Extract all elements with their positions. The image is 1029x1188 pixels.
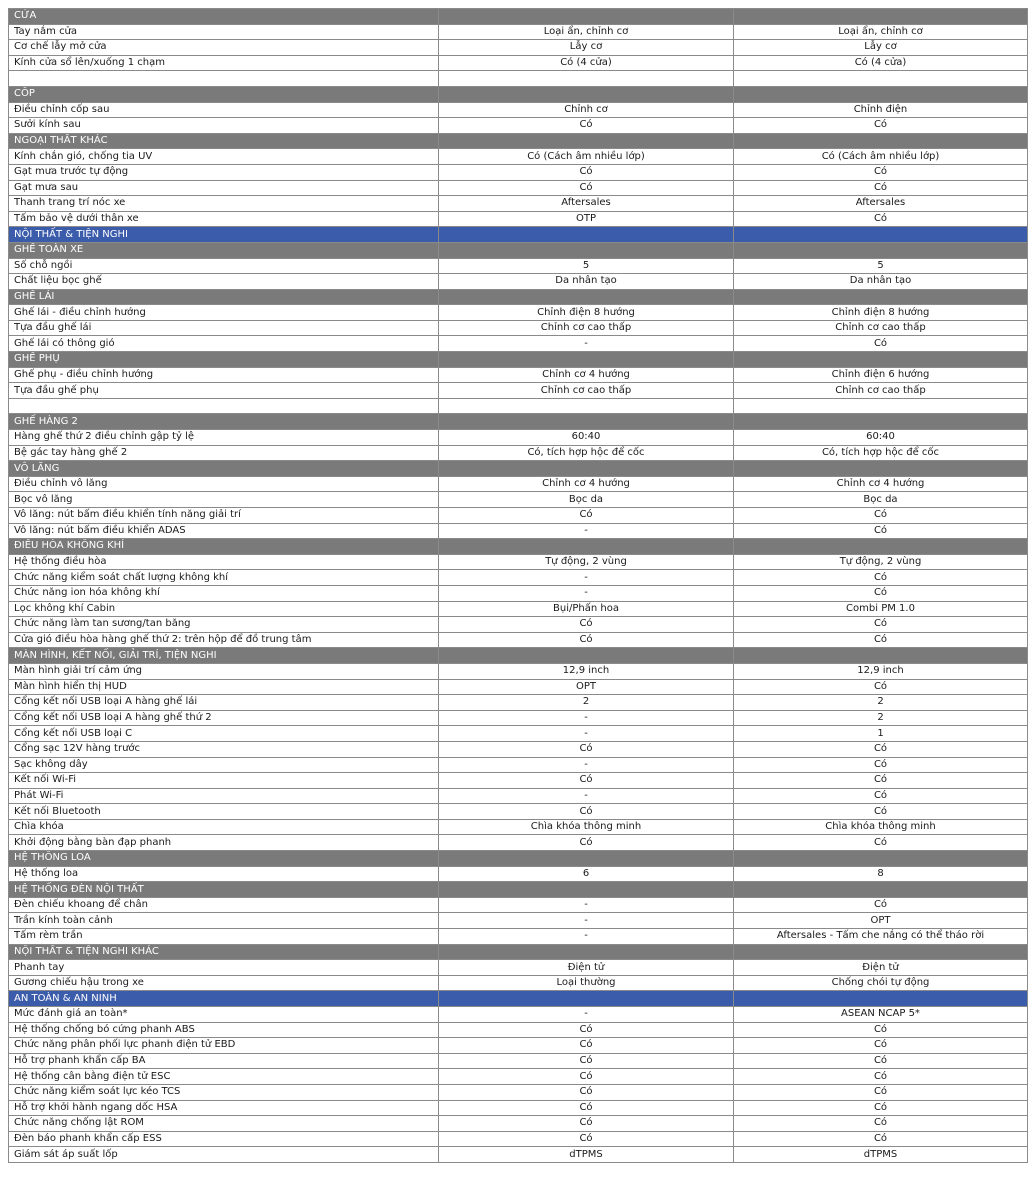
- section-spacer-cell: [439, 648, 734, 664]
- table-row: [9, 383, 1028, 399]
- feature-label: Kết nối Wi-Fi: [9, 773, 439, 789]
- section-header-row: [9, 944, 1028, 960]
- section-header-row: [9, 414, 1028, 430]
- variant-2-value: Aftersales: [734, 196, 1028, 212]
- variant-1-value: -: [439, 336, 734, 352]
- table-row: [9, 320, 1028, 336]
- section-spacer-cell: [734, 944, 1028, 960]
- spec-table-body: [9, 9, 1028, 1163]
- variant-1-value: -: [439, 913, 734, 929]
- variant-1-value: Aftersales: [439, 196, 734, 212]
- feature-label: Vô lăng: nút bấm điều khiển tính năng giải trí: [9, 508, 439, 524]
- table-row: [9, 1069, 1028, 1085]
- section-spacer-cell: [734, 991, 1028, 1007]
- table-row: [9, 523, 1028, 539]
- section-spacer-cell: [439, 461, 734, 477]
- feature-label: Chức năng kiểm soát lực kéo TCS: [9, 1084, 439, 1100]
- table-row: [9, 336, 1028, 352]
- table-row: [9, 40, 1028, 56]
- table-row: [9, 679, 1028, 695]
- feature-label: Tựa đầu ghế phụ: [9, 383, 439, 399]
- feature-label: Tay nắm cửa: [9, 24, 439, 40]
- table-row: [9, 710, 1028, 726]
- table-row: [9, 430, 1028, 446]
- section-title: GHẾ PHỤ: [9, 352, 439, 368]
- variant-2-value: Có: [734, 1053, 1028, 1069]
- variant-2-value: Chỉnh điện 6 hướng: [734, 367, 1028, 383]
- variant-1-value: Có: [439, 1053, 734, 1069]
- variant-1-value: -: [439, 1007, 734, 1023]
- section-spacer-cell: [734, 9, 1028, 25]
- section-header-row: [9, 86, 1028, 102]
- feature-label: Phát Wi-Fi: [9, 788, 439, 804]
- table-row: [9, 367, 1028, 383]
- table-row: [9, 180, 1028, 196]
- table-row: [9, 757, 1028, 773]
- feature-label: Tựa đầu ghế lái: [9, 320, 439, 336]
- section-spacer-cell: [439, 242, 734, 258]
- variant-2-value: Có: [734, 632, 1028, 648]
- variant-1-value: Có: [439, 164, 734, 180]
- variant-2-value: Có: [734, 164, 1028, 180]
- section-title: GHẾ TOÀN XE: [9, 242, 439, 258]
- variant-2-value: Có: [734, 757, 1028, 773]
- variant-1-value: OPT: [439, 679, 734, 695]
- variant-2-value: Chỉnh cơ cao thấp: [734, 320, 1028, 336]
- variant-2-value: Có: [734, 1069, 1028, 1085]
- section-header-row: [9, 882, 1028, 898]
- variant-2-value: Lẫy cơ: [734, 40, 1028, 56]
- variant-1-value: -: [439, 710, 734, 726]
- feature-label: Hàng ghế thứ 2 điều chỉnh gập tỷ lệ: [9, 430, 439, 446]
- variant-2-value: Có (4 cửa): [734, 55, 1028, 71]
- variant-2-value: Có: [734, 1116, 1028, 1132]
- variant-2-value: 1: [734, 726, 1028, 742]
- table-row: [9, 897, 1028, 913]
- feature-label: Giám sát áp suất lốp: [9, 1147, 439, 1163]
- section-spacer-cell: [439, 289, 734, 305]
- table-row: [9, 835, 1028, 851]
- variant-1-value: Bọc da: [439, 492, 734, 508]
- table-row: [9, 258, 1028, 274]
- feature-label: Chức năng phân phối lực phanh điện tử EBD: [9, 1038, 439, 1054]
- variant-2-value: Có: [734, 336, 1028, 352]
- blank-cell: [439, 71, 734, 87]
- variant-1-value: 12,9 inch: [439, 663, 734, 679]
- section-title: GHẾ LÁI: [9, 289, 439, 305]
- variant-2-value: Có: [734, 523, 1028, 539]
- variant-2-value: 2: [734, 695, 1028, 711]
- table-row: [9, 663, 1028, 679]
- variant-2-value: Có: [734, 1084, 1028, 1100]
- variant-1-value: dTPMS: [439, 1147, 734, 1163]
- table-row: [9, 1147, 1028, 1163]
- variant-1-value: Có: [439, 804, 734, 820]
- variant-2-value: OPT: [734, 913, 1028, 929]
- variant-1-value: -: [439, 757, 734, 773]
- variant-2-value: Có: [734, 788, 1028, 804]
- section-spacer-cell: [734, 648, 1028, 664]
- variant-1-value: Chỉnh cơ 4 hướng: [439, 367, 734, 383]
- section-spacer-cell: [439, 9, 734, 25]
- variant-1-value: Có: [439, 835, 734, 851]
- section-spacer-cell: [439, 882, 734, 898]
- variant-2-value: Điện tử: [734, 960, 1028, 976]
- feature-label: Trần kính toàn cảnh: [9, 913, 439, 929]
- blank-cell: [734, 71, 1028, 87]
- variant-1-value: Có: [439, 508, 734, 524]
- variant-2-value: Có (Cách âm nhiều lớp): [734, 149, 1028, 165]
- variant-2-value: Có: [734, 585, 1028, 601]
- table-row: [9, 1038, 1028, 1054]
- section-header-row: [9, 133, 1028, 149]
- feature-label: Vô lăng: nút bấm điều khiển ADAS: [9, 523, 439, 539]
- table-row: [9, 118, 1028, 134]
- table-row: [9, 476, 1028, 492]
- table-row: [9, 695, 1028, 711]
- table-row: [9, 445, 1028, 461]
- section-title: NGOẠI THẤT KHÁC: [9, 133, 439, 149]
- section-spacer-cell: [734, 242, 1028, 258]
- feature-label: Hệ thống chống bó cứng phanh ABS: [9, 1022, 439, 1038]
- table-row: [9, 24, 1028, 40]
- feature-label: Chức năng chống lật ROM: [9, 1116, 439, 1132]
- feature-label: Kính chắn gió, chống tia UV: [9, 149, 439, 165]
- section-spacer-cell: [439, 944, 734, 960]
- section-spacer-cell: [734, 289, 1028, 305]
- table-row: [9, 164, 1028, 180]
- table-row: [9, 102, 1028, 118]
- feature-label: Hệ thống điều hòa: [9, 554, 439, 570]
- feature-label: Cổng kết nối USB loại C: [9, 726, 439, 742]
- table-row: [9, 570, 1028, 586]
- section-header-row: [9, 461, 1028, 477]
- variant-2-value: Có: [734, 1022, 1028, 1038]
- feature-label: Cổng kết nối USB loại A hàng ghế lái: [9, 695, 439, 711]
- table-row: [9, 1084, 1028, 1100]
- table-row: [9, 1116, 1028, 1132]
- section-spacer-cell: [734, 414, 1028, 430]
- variant-1-value: Có: [439, 617, 734, 633]
- table-row: [9, 601, 1028, 617]
- section-header-row: [9, 648, 1028, 664]
- variant-1-value: Có: [439, 1084, 734, 1100]
- section-spacer-cell: [439, 227, 734, 243]
- feature-label: Số chỗ ngồi: [9, 258, 439, 274]
- section-title: HỆ THỐNG ĐÈN NỘI THẤT: [9, 882, 439, 898]
- blank-cell: [734, 398, 1028, 414]
- variant-2-value: 60:40: [734, 430, 1028, 446]
- variant-1-value: Có: [439, 1116, 734, 1132]
- table-row: [9, 929, 1028, 945]
- feature-label: Chất liệu bọc ghế: [9, 274, 439, 290]
- feature-label: Tấm rèm trần: [9, 929, 439, 945]
- table-row: [9, 585, 1028, 601]
- variant-1-value: Có (4 cửa): [439, 55, 734, 71]
- section-spacer-cell: [439, 86, 734, 102]
- section-spacer-cell: [439, 414, 734, 430]
- variant-1-value: Điện tử: [439, 960, 734, 976]
- section-spacer-cell: [734, 86, 1028, 102]
- feature-label: Bệ gác tay hàng ghế 2: [9, 445, 439, 461]
- variant-1-value: Có: [439, 1131, 734, 1147]
- variant-2-value: ASEAN NCAP 5*: [734, 1007, 1028, 1023]
- table-row: [9, 866, 1028, 882]
- section-spacer-cell: [439, 352, 734, 368]
- section-spacer-cell: [734, 882, 1028, 898]
- variant-1-value: -: [439, 897, 734, 913]
- variant-2-value: Có: [734, 835, 1028, 851]
- variant-1-value: Có: [439, 632, 734, 648]
- table-row: [9, 1022, 1028, 1038]
- feature-label: Kính cửa sổ lên/xuống 1 chạm: [9, 55, 439, 71]
- variant-2-value: Có, tích hợp hộc để cốc: [734, 445, 1028, 461]
- variant-2-value: Có: [734, 180, 1028, 196]
- feature-label: Cơ chế lẫy mở cửa: [9, 40, 439, 56]
- variant-1-value: Chỉnh cơ cao thấp: [439, 383, 734, 399]
- section-header-row: [9, 851, 1028, 867]
- category-header-row: [9, 227, 1028, 243]
- variant-2-value: Bọc da: [734, 492, 1028, 508]
- variant-1-value: -: [439, 570, 734, 586]
- variant-1-value: -: [439, 585, 734, 601]
- variant-2-value: Loại ẩn, chỉnh cơ: [734, 24, 1028, 40]
- variant-1-value: Có: [439, 1038, 734, 1054]
- table-row: [9, 975, 1028, 991]
- variant-2-value: 12,9 inch: [734, 663, 1028, 679]
- variant-2-value: Chỉnh điện 8 hướng: [734, 305, 1028, 321]
- feature-label: Sạc không dây: [9, 757, 439, 773]
- variant-2-value: Tự động, 2 vùng: [734, 554, 1028, 570]
- section-title: CỐP: [9, 86, 439, 102]
- variant-1-value: 60:40: [439, 430, 734, 446]
- section-spacer-cell: [734, 227, 1028, 243]
- table-row: [9, 741, 1028, 757]
- variant-1-value: Có: [439, 741, 734, 757]
- section-spacer-cell: [439, 991, 734, 1007]
- feature-label: Gương chiếu hậu trong xe: [9, 975, 439, 991]
- spec-table: [8, 8, 1028, 1163]
- section-title: MÀN HÌNH, KẾT NỐI, GIẢI TRÍ, TIỆN NGHI: [9, 648, 439, 664]
- feature-label: Điều chỉnh cốp sau: [9, 102, 439, 118]
- table-row: [9, 804, 1028, 820]
- variant-1-value: Có: [439, 118, 734, 134]
- feature-label: Phanh tay: [9, 960, 439, 976]
- variant-2-value: Chìa khóa thông minh: [734, 819, 1028, 835]
- table-row: [9, 632, 1028, 648]
- variant-1-value: -: [439, 726, 734, 742]
- section-spacer-cell: [439, 539, 734, 555]
- variant-1-value: Loại thường: [439, 975, 734, 991]
- table-row: [9, 508, 1028, 524]
- feature-label: Chức năng làm tan sương/tan băng: [9, 617, 439, 633]
- variant-2-value: Có: [734, 804, 1028, 820]
- feature-label: Cổng sạc 12V hàng trước: [9, 741, 439, 757]
- feature-label: Màn hình giải trí cảm ứng: [9, 663, 439, 679]
- variant-1-value: Tự động, 2 vùng: [439, 554, 734, 570]
- section-header-row: [9, 9, 1028, 25]
- feature-label: Hệ thống cân bằng điện tử ESC: [9, 1069, 439, 1085]
- variant-1-value: Bụi/Phấn hoa: [439, 601, 734, 617]
- feature-label: Lọc không khí Cabin: [9, 601, 439, 617]
- variant-1-value: -: [439, 929, 734, 945]
- feature-label: Hỗ trợ phanh khẩn cấp BA: [9, 1053, 439, 1069]
- variant-2-value: dTPMS: [734, 1147, 1028, 1163]
- blank-cell: [9, 71, 439, 87]
- variant-1-value: Chỉnh cơ 4 hướng: [439, 476, 734, 492]
- variant-2-value: Có: [734, 741, 1028, 757]
- table-row: [9, 55, 1028, 71]
- section-title: ĐIỀU HÒA KHÔNG KHÍ: [9, 539, 439, 555]
- variant-2-value: Chống chói tự động: [734, 975, 1028, 991]
- variant-2-value: Chỉnh cơ 4 hướng: [734, 476, 1028, 492]
- feature-label: Sưởi kính sau: [9, 118, 439, 134]
- table-row: [9, 274, 1028, 290]
- variant-2-value: Có: [734, 118, 1028, 134]
- table-row: [9, 913, 1028, 929]
- variant-2-value: Có: [734, 1038, 1028, 1054]
- variant-2-value: Có: [734, 1131, 1028, 1147]
- variant-1-value: -: [439, 788, 734, 804]
- table-row: [9, 149, 1028, 165]
- section-spacer-cell: [734, 851, 1028, 867]
- feature-label: Ghế lái có thông gió: [9, 336, 439, 352]
- section-spacer-cell: [734, 461, 1028, 477]
- table-row: [9, 819, 1028, 835]
- feature-label: Gạt mưa sau: [9, 180, 439, 196]
- variant-2-value: Có: [734, 897, 1028, 913]
- feature-label: Gạt mưa trước tự động: [9, 164, 439, 180]
- variant-2-value: 2: [734, 710, 1028, 726]
- variant-2-value: Có: [734, 617, 1028, 633]
- variant-1-value: -: [439, 523, 734, 539]
- variant-1-value: Chỉnh điện 8 hướng: [439, 305, 734, 321]
- variant-2-value: Có: [734, 508, 1028, 524]
- blank-cell: [9, 398, 439, 414]
- section-title: AN TOÀN & AN NINH: [9, 991, 439, 1007]
- blank-cell: [439, 398, 734, 414]
- feature-label: Đèn chiếu khoang để chân: [9, 897, 439, 913]
- feature-label: Cửa gió điều hòa hàng ghế thứ 2: trên hộp để đồ trung tâm: [9, 632, 439, 648]
- feature-label: Màn hình hiển thị HUD: [9, 679, 439, 695]
- feature-label: Kết nối Bluetooth: [9, 804, 439, 820]
- table-row: [9, 492, 1028, 508]
- category-header-row: [9, 991, 1028, 1007]
- variant-1-value: Chỉnh cơ: [439, 102, 734, 118]
- variant-1-value: Có: [439, 1022, 734, 1038]
- section-spacer-cell: [734, 539, 1028, 555]
- variant-1-value: Có: [439, 1069, 734, 1085]
- variant-1-value: Da nhân tạo: [439, 274, 734, 290]
- section-header-row: [9, 539, 1028, 555]
- variant-2-value: Có: [734, 211, 1028, 227]
- table-row: [9, 1007, 1028, 1023]
- table-row: [9, 726, 1028, 742]
- variant-1-value: Lẫy cơ: [439, 40, 734, 56]
- table-row: [9, 211, 1028, 227]
- variant-1-value: 2: [439, 695, 734, 711]
- table-row: [9, 788, 1028, 804]
- table-row: [9, 1131, 1028, 1147]
- variant-1-value: Có: [439, 773, 734, 789]
- section-spacer-cell: [439, 133, 734, 149]
- variant-1-value: Có: [439, 180, 734, 196]
- section-spacer-cell: [734, 133, 1028, 149]
- variant-1-value: 5: [439, 258, 734, 274]
- variant-2-value: Có: [734, 773, 1028, 789]
- variant-1-value: Có, tích hợp hộc để cốc: [439, 445, 734, 461]
- section-title: HỆ THỐNG LOA: [9, 851, 439, 867]
- section-title: NỘI THẤT & TIỆN NGHI KHÁC: [9, 944, 439, 960]
- feature-label: Thanh trang trí nóc xe: [9, 196, 439, 212]
- feature-label: Ghế phụ - điều chỉnh hướng: [9, 367, 439, 383]
- section-header-row: [9, 289, 1028, 305]
- feature-label: Chức năng kiểm soát chất lượng không khí: [9, 570, 439, 586]
- variant-1-value: Chỉnh cơ cao thấp: [439, 320, 734, 336]
- feature-label: Mức đánh giá an toàn*: [9, 1007, 439, 1023]
- variant-1-value: OTP: [439, 211, 734, 227]
- variant-1-value: Loại ẩn, chỉnh cơ: [439, 24, 734, 40]
- section-header-row: [9, 242, 1028, 258]
- variant-2-value: Da nhân tạo: [734, 274, 1028, 290]
- blank-row: [9, 398, 1028, 414]
- feature-label: Hệ thống loa: [9, 866, 439, 882]
- variant-1-value: Có: [439, 1100, 734, 1116]
- table-row: [9, 305, 1028, 321]
- section-spacer-cell: [734, 352, 1028, 368]
- variant-2-value: Combi PM 1.0: [734, 601, 1028, 617]
- feature-label: Ghế lái - điều chỉnh hướng: [9, 305, 439, 321]
- variant-2-value: Aftersales - Tấm che nắng có thể tháo rời: [734, 929, 1028, 945]
- table-row: [9, 196, 1028, 212]
- variant-2-value: Có: [734, 1100, 1028, 1116]
- table-row: [9, 554, 1028, 570]
- variant-1-value: Có (Cách âm nhiều lớp): [439, 149, 734, 165]
- blank-row: [9, 71, 1028, 87]
- feature-label: Điều chỉnh vô lăng: [9, 476, 439, 492]
- variant-2-value: Có: [734, 679, 1028, 695]
- table-row: [9, 1100, 1028, 1116]
- table-row: [9, 773, 1028, 789]
- table-row: [9, 960, 1028, 976]
- section-title: CỬA: [9, 9, 439, 25]
- variant-1-value: Chìa khóa thông minh: [439, 819, 734, 835]
- variant-1-value: 6: [439, 866, 734, 882]
- feature-label: Chìa khóa: [9, 819, 439, 835]
- variant-2-value: Có: [734, 570, 1028, 586]
- feature-label: Bọc vô lăng: [9, 492, 439, 508]
- section-title: GHẾ HÀNG 2: [9, 414, 439, 430]
- feature-label: Hỗ trợ khởi hành ngang dốc HSA: [9, 1100, 439, 1116]
- variant-2-value: Chỉnh cơ cao thấp: [734, 383, 1028, 399]
- section-spacer-cell: [439, 851, 734, 867]
- feature-label: Chức năng ion hóa không khí: [9, 585, 439, 601]
- section-title: VÔ LĂNG: [9, 461, 439, 477]
- table-row: [9, 1053, 1028, 1069]
- variant-2-value: Chỉnh điện: [734, 102, 1028, 118]
- section-title: NỘI THẤT & TIỆN NGHI: [9, 227, 439, 243]
- feature-label: Tấm bảo vệ dưới thân xe: [9, 211, 439, 227]
- variant-2-value: 5: [734, 258, 1028, 274]
- feature-label: Đèn báo phanh khẩn cấp ESS: [9, 1131, 439, 1147]
- feature-label: Khởi động bằng bàn đạp phanh: [9, 835, 439, 851]
- table-row: [9, 617, 1028, 633]
- section-header-row: [9, 352, 1028, 368]
- variant-2-value: 8: [734, 866, 1028, 882]
- feature-label: Cổng kết nối USB loại A hàng ghế thứ 2: [9, 710, 439, 726]
